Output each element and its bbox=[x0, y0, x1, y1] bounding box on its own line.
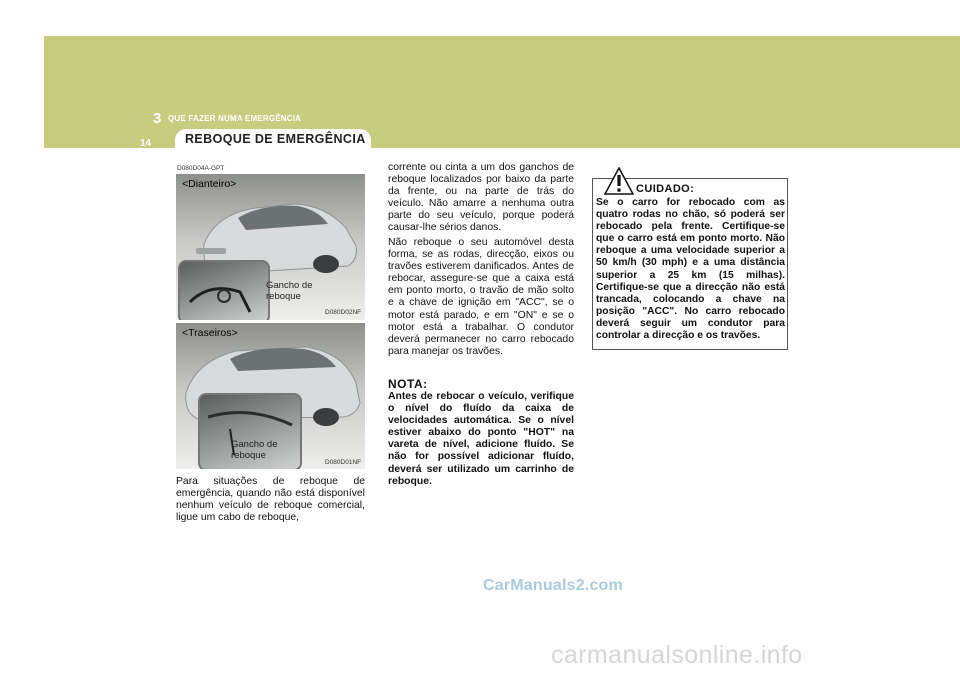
front-callout-line1: Gancho de bbox=[266, 280, 313, 291]
rear-label: <Traseiros> bbox=[182, 327, 238, 339]
caution-text: Se o carro for rebocado com as quatro rodas no chão, só poderá ser rebocado pela frente. Certifique-se que o carro está em ponto morto. Não reboque a uma velocidade superior a 50 km/h (30 mph) e a uma distância superior a 25 km (15 milhas). Certifique-se que a direcção não está trancada, colocando a chave na posição "ACC". No carro rebocado deverá seguir um condutor para controlar a direcção e os travões. bbox=[596, 197, 785, 342]
left-paragraph: Para situações de reboque de emergência, quando não está disponível nenhum veículo de reboque comercial, ligue um cabo de reboque, bbox=[176, 476, 365, 524]
front-label: <Dianteiro> bbox=[182, 178, 237, 190]
middle-paragraph: corrente ou cinta a um dos ganchos de reboque localizados por baixo da parte da frente, ou na parte de trás do veículo. Não amarre a nenhuma outra parte do seu veículo, porque poderá causar-lhe sérios danos. bbox=[388, 162, 574, 234]
rear-callout-line2: reboque bbox=[231, 450, 266, 461]
footer-brand: carmanualsonline.info bbox=[551, 641, 803, 669]
warning-icon bbox=[604, 167, 634, 195]
section-code: D080D04A-GPT bbox=[177, 165, 225, 172]
note-title: NOTA: bbox=[388, 377, 428, 391]
front-hook-inset bbox=[178, 260, 270, 320]
front-callout-line2: reboque bbox=[266, 291, 301, 302]
rear-callout-line1: Gancho de bbox=[231, 439, 278, 450]
front-figure-code: D080D02NF bbox=[325, 309, 362, 316]
caution-title: CUIDADO: bbox=[636, 183, 695, 195]
watermark-link[interactable]: CarManuals2.com bbox=[483, 577, 623, 594]
front-hook-callout bbox=[266, 280, 312, 302]
chapter-number: 3 bbox=[153, 110, 162, 127]
chapter-title: QUE FAZER NUMA EMERGÊNCIA bbox=[168, 114, 302, 123]
rear-hook-callout bbox=[231, 439, 277, 461]
page-number: 14 bbox=[140, 138, 152, 149]
note-text: Antes de rebocar o veículo, verifique o nível do fluído da caixa de velocidades automática. Se o nível estiver abaixo do ponto "HOT" na vareta de nível, adicione fluído. Se não for possível adicionar fluído, deverá ser utilizado um carrinho de reboque. bbox=[388, 391, 574, 487]
middle-paragraph-2: Não reboque o seu automóvel desta forma, se as rodas, direcção, eixos ou travões estiverem danificados. Antes de rebocar, assegure-se que a caixa está em ponto morto, o travão de mão solto e a chave de ignição em "ACC", se o motor está parado, e em "ON" e se o motor está a trabalhar. O condutor deverá permanecer no carro rebocado para manejar os travões. bbox=[388, 237, 574, 357]
section-title: REBOQUE DE EMERGÊNCIA bbox=[185, 132, 366, 146]
front-hook-detail bbox=[180, 262, 268, 320]
rear-figure-code: D080D01NF bbox=[325, 459, 362, 466]
